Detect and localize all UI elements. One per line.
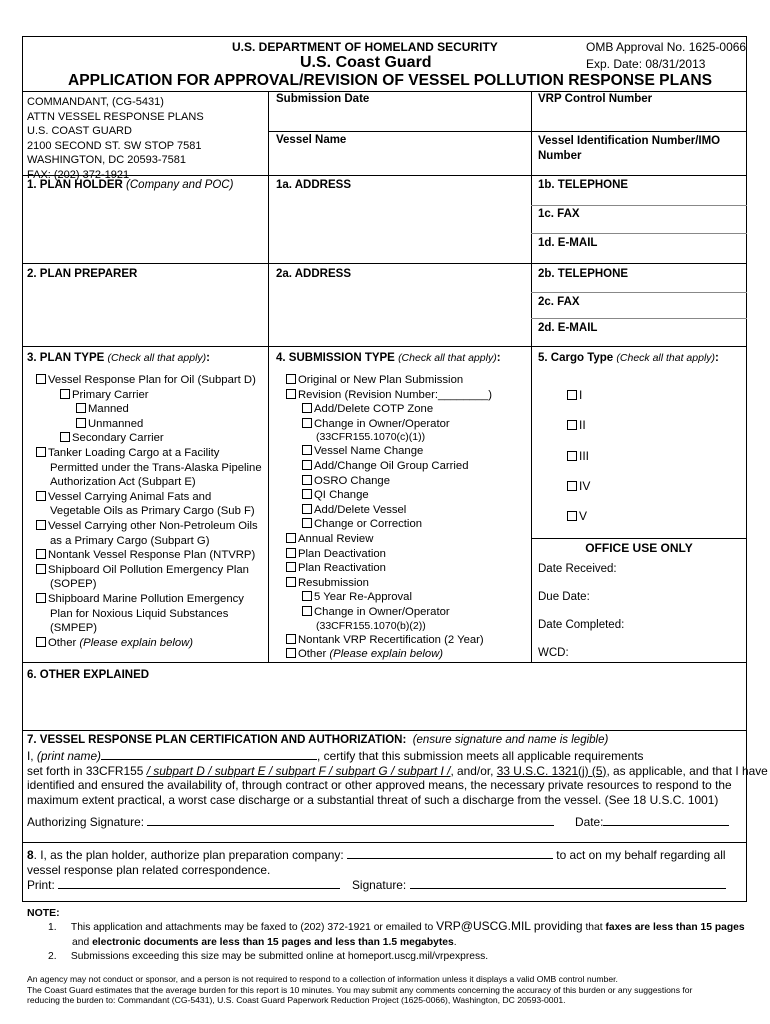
submission-option <box>286 417 492 432</box>
checkbox[interactable] <box>36 637 46 647</box>
other-explained-label: 6. OTHER EXPLAINED <box>27 669 150 681</box>
checkbox[interactable] <box>76 403 86 413</box>
plan-type-option <box>36 592 262 607</box>
preparer-address-label: 2a. ADDRESS <box>276 268 351 280</box>
note-text: Submissions exceeding this size may be submitted online at homeport.uscg.mil/vrpexpress. <box>70 951 489 963</box>
plan-type-option <box>36 373 262 388</box>
checkbox[interactable] <box>302 606 312 616</box>
note-email: VRP@USCG.MIL providing <box>436 919 583 933</box>
checkbox[interactable] <box>302 475 312 485</box>
checkbox[interactable] <box>302 418 312 428</box>
authorization-text-2: to act on my behalf regarding all <box>556 848 726 862</box>
checkbox[interactable] <box>302 591 312 601</box>
certification-line: identified and ensured the availability of, through contract or other approved means, the necessary private resources to respond to the <box>27 778 732 793</box>
checkbox[interactable] <box>567 511 577 521</box>
submission-date-field[interactable] <box>272 104 527 129</box>
option-label: Primary Carrier <box>72 388 149 401</box>
submission-option <box>286 474 492 489</box>
cargo-group-label: III <box>579 449 590 463</box>
option-label: Manned <box>88 403 129 416</box>
option-label: Secondary Carrier <box>72 432 164 445</box>
checkbox[interactable] <box>60 389 70 399</box>
vessel-id-label-line: Number <box>538 149 582 162</box>
submission-option <box>286 517 492 532</box>
plan-type-note: (Check all that apply) <box>107 352 207 364</box>
cargo-option-4 <box>567 479 590 493</box>
vrp-control-label: VRP Control Number <box>538 93 653 105</box>
checkbox[interactable] <box>302 445 312 455</box>
option-label-continued: (SOPEP) <box>50 578 97 591</box>
option-label-continued: (33CFR155.1070(c)(1)) <box>316 431 426 444</box>
cargo-type-heading <box>538 352 719 364</box>
cargo-group-label: I <box>579 388 583 402</box>
plan-type-title: 3. PLAN TYPE <box>27 352 105 364</box>
authorization-text-1: . I, as the plan holder, authorize plan preparation company: <box>33 848 344 862</box>
cargo-option-5 <box>567 509 587 523</box>
andor-text: , and/or, <box>450 763 494 778</box>
checkbox[interactable] <box>286 577 296 587</box>
submission-option <box>286 459 492 474</box>
submission-option <box>286 633 492 648</box>
cert-date-field[interactable] <box>603 815 729 826</box>
preparation-company-field[interactable] <box>347 848 553 859</box>
cargo-type-title: 5. Cargo Type <box>538 352 614 364</box>
submission-date-label: Submission Date <box>276 93 370 105</box>
plan-type-option <box>36 490 262 505</box>
set-forth-text: set forth in 33CFR155 <box>27 763 144 778</box>
cert-date-row <box>575 815 729 829</box>
plan-type-list <box>36 373 262 650</box>
plan-type-option <box>36 636 262 651</box>
office-use-title: OFFICE USE ONLY <box>585 541 693 555</box>
print-label: Print: <box>27 878 55 892</box>
address-line: WASHINGTON, DC 20593-7581 <box>27 154 186 167</box>
note-number: 2. <box>48 951 57 963</box>
submission-type-heading <box>276 352 501 364</box>
note-text: This application and attachments may be faxed to (202) 372-1921 or emailed to <box>70 922 434 933</box>
option-label: Other <box>298 648 327 661</box>
agency-name: U.S. Coast Guard <box>300 54 432 71</box>
preparer-fax-label: 2c. FAX <box>538 296 580 308</box>
note-bold: electronic documents are less than 15 pages and less than 1.5 megabytes <box>92 936 454 948</box>
authorizing-signature-label: Authorizing Signature: <box>27 815 144 829</box>
option-label: Add/Delete COTP Zone <box>314 403 434 416</box>
checkbox[interactable] <box>76 418 86 428</box>
plan-type-option <box>36 563 262 578</box>
certification-title: 7. VESSEL RESPONSE PLAN CERTIFICATION AND AUTHORIZATION: <box>27 734 407 746</box>
omb-approval: OMB Approval No. 1625-0066 <box>586 40 747 54</box>
option-label: Other <box>48 636 77 649</box>
cargo-group-label: IV <box>579 479 591 493</box>
option-label-continued: Plan for Noxious Liquid Substances <box>50 607 229 620</box>
certification-line <box>27 749 768 764</box>
footer-line: reducing the burden to: Commandant (CG-5431), U.S. Coast Guard Paperwork Reduction Project (1625-0066), Washington, DC 20593-0001. <box>27 995 566 1006</box>
option-label: Revision (Revision Number:________) <box>298 388 493 401</box>
option-label: Change in Owner/Operator <box>314 605 450 618</box>
checkbox[interactable] <box>286 562 296 572</box>
authorizing-signature-row <box>27 815 554 829</box>
checkbox[interactable] <box>36 491 46 501</box>
checkbox[interactable] <box>302 460 312 470</box>
checkbox[interactable] <box>36 593 46 603</box>
submission-type-colon: : <box>496 352 501 364</box>
option-label: Nontank Vessel Response Plan (NTVRP) <box>48 549 256 562</box>
certification-text <box>27 749 768 807</box>
option-label: Add/Delete Vessel <box>314 503 407 516</box>
option-label: Vessel Carrying Animal Fats and <box>48 490 212 503</box>
note-item <box>48 919 745 936</box>
checkbox[interactable] <box>567 451 577 461</box>
plan-type-option <box>36 417 262 432</box>
address-line: COMMANDANT, (CG-5431) <box>27 96 164 108</box>
note-text: and <box>72 936 90 948</box>
checkbox[interactable] <box>36 564 46 574</box>
cargo-group-label: V <box>579 509 588 523</box>
checkbox[interactable] <box>36 447 46 457</box>
option-label: Annual Review <box>298 532 374 545</box>
cargo-group-label: II <box>579 418 586 432</box>
authorizing-signature-field[interactable] <box>147 815 554 826</box>
vessel-id-label-line: Vessel Identification Number/IMO <box>538 135 721 147</box>
submission-option <box>286 503 492 518</box>
authorization-line: vessel response plan related correspondence. <box>27 862 271 877</box>
vessel-name-field[interactable] <box>272 148 527 173</box>
cargo-type-note: (Check all that apply) <box>616 352 716 364</box>
note-item <box>48 950 745 965</box>
option-label-continued: (SMPEP) <box>50 622 98 635</box>
option-note: (Please explain below) <box>79 636 194 649</box>
address-line: FAX: (202) 372-1921 <box>27 168 130 181</box>
option-label: Plan Deactivation <box>298 547 386 560</box>
submission-option <box>286 561 492 576</box>
checkbox[interactable] <box>286 389 296 399</box>
option-label: QI Change <box>314 489 369 502</box>
option-label: Vessel Response Plan for Oil (Subpart D) <box>48 374 256 386</box>
vessel-id-label <box>538 134 720 163</box>
option-label: Change or Correction <box>314 518 423 531</box>
option-label-continued: (33CFR155.1070(b)(2)) <box>316 619 426 632</box>
certification-line <box>27 764 768 779</box>
checkbox[interactable] <box>567 481 577 491</box>
checkbox[interactable] <box>286 374 296 384</box>
date-received-label: Date Received: <box>538 563 617 575</box>
holder-fax-label: 1c. FAX <box>538 208 580 220</box>
submission-option <box>286 647 492 662</box>
i-prefix: I, <box>27 749 37 763</box>
form-title: APPLICATION FOR APPROVAL/REVISION OF VESSEL POLLUTION RESPONSE PLANS <box>68 72 713 89</box>
section8-signature-label: Signature: <box>352 878 407 892</box>
option-label-continued: Authorization Act (Subpart E) <box>50 476 196 489</box>
checkbox[interactable] <box>567 390 577 400</box>
submission-type-note: (Check all that apply) <box>398 352 497 364</box>
other-explained-field[interactable] <box>26 684 742 726</box>
checkbox[interactable] <box>286 648 296 658</box>
submission-option <box>286 444 492 459</box>
option-label: Vessel Carrying other Non-Petroleum Oils <box>48 519 258 532</box>
option-label: Change in Owner/Operator <box>314 417 450 430</box>
checkbox[interactable] <box>286 548 296 558</box>
exp-date: Exp. Date: 08/31/2013 <box>586 57 706 71</box>
cargo-type-colon: : <box>715 352 719 364</box>
plan-holder-title: 1. PLAN HOLDER <box>27 179 123 191</box>
cargo-option-1 <box>567 388 582 402</box>
address-line: ATTN VESSEL RESPONSE PLANS <box>27 110 204 123</box>
plan-type-option <box>36 431 262 446</box>
submission-option <box>286 605 492 620</box>
checkbox[interactable] <box>302 403 312 413</box>
footer-line: An agency may not conduct or sponsor, and a person is not required to respond to a collection of information unless it displays a valid OMB control number. <box>27 974 618 984</box>
checkbox[interactable] <box>302 489 312 499</box>
option-label-continued: as a Primary Cargo (Subpart G) <box>50 534 210 547</box>
plan-type-option <box>36 519 262 534</box>
certification-heading <box>27 734 608 746</box>
option-note: (Please explain below) <box>329 648 444 661</box>
submission-option <box>286 402 492 417</box>
submission-option <box>286 547 492 562</box>
authorization-text <box>27 848 725 877</box>
address-line: U.S. COAST GUARD <box>27 125 132 138</box>
checkbox[interactable] <box>36 374 46 384</box>
option-label-continued: Vegetable Oils as Primary Cargo (Sub F) <box>50 505 255 518</box>
plan-type-heading <box>27 352 210 364</box>
submission-type-list <box>286 373 492 662</box>
vessel-name-label: Vessel Name <box>276 134 347 146</box>
wcd-label: WCD: <box>538 647 569 659</box>
cert-date-label: Date: <box>575 815 604 829</box>
note-bold: faxes are less than 15 pages <box>605 922 745 933</box>
option-label: Original or New Plan Submission <box>298 374 464 386</box>
preparer-email-label: 2d. E-MAIL <box>538 322 598 334</box>
option-label: Shipboard Marine Pollution Emergency <box>48 592 244 605</box>
authorization-line <box>27 848 725 863</box>
submission-option <box>286 576 492 591</box>
usc-reference: 33 U.S.C. 1321(j) (5) <box>496 763 607 778</box>
due-date-label: Due Date: <box>538 591 590 603</box>
address-line: 2100 SECOND ST. SW STOP 7581 <box>27 139 202 152</box>
plan-holder-label <box>27 179 233 191</box>
date-completed-label: Date Completed: <box>538 619 625 631</box>
option-label: Shipboard Oil Pollution Emergency Plan <box>48 563 249 576</box>
subparts-text: / subpart D / subpart E / subpart F / subpart G / subpart I / <box>146 763 451 778</box>
checkbox[interactable] <box>567 420 577 430</box>
note-text: . <box>453 936 457 948</box>
holder-email-label: 1d. E-MAIL <box>538 237 598 249</box>
plan-type-option <box>36 388 262 403</box>
section8-signature-row <box>352 878 726 892</box>
submission-option <box>286 488 492 503</box>
note-item-continued <box>48 936 745 951</box>
plan-type-option <box>36 446 262 461</box>
preparer-telephone-label: 2b. TELEPHONE <box>538 268 629 280</box>
cargo-option-3 <box>567 449 589 463</box>
holder-address-label: 1a. ADDRESS <box>276 179 351 191</box>
certification-line: maximum extent practical, a worst case discharge or a substantial threat of such a discharge from the vessel. (See 18 U.S.C. 1001) <box>27 792 719 807</box>
option-label: OSRO Change <box>314 474 390 487</box>
submission-option <box>286 373 492 388</box>
note-label: NOTE: <box>27 907 60 919</box>
plan-type-option <box>36 402 262 417</box>
submission-type-title: 4. SUBMISSION TYPE <box>276 352 395 364</box>
option-label: Add/Change Oil Group Carried <box>314 459 469 472</box>
plan-holder-note: (Company and POC) <box>126 179 234 191</box>
option-label: Unmanned <box>88 417 144 430</box>
section-8-number: 8 <box>27 848 34 862</box>
option-label: Resubmission <box>298 576 369 589</box>
print-name-label: (print name) <box>36 749 102 763</box>
holder-telephone-label: 1b. TELEPHONE <box>538 179 629 191</box>
checkbox[interactable] <box>302 518 312 528</box>
option-label: Tanker Loading Cargo at a Facility <box>48 446 220 459</box>
checkbox[interactable] <box>302 504 312 514</box>
as-applicable-text: , as applicable, and that I have <box>606 763 768 778</box>
footer-line: The Coast Guard estimates that the average burden for this report is 10 minutes. You may submit any comments concerning the accuracy of this burden or any suggestions for <box>27 984 693 995</box>
cargo-option-2 <box>567 418 586 432</box>
option-label: Nontank VRP Recertification (2 Year) <box>298 633 484 646</box>
department-name: U.S. DEPARTMENT OF HOMELAND SECURITY <box>232 40 498 54</box>
checkbox[interactable] <box>36 549 46 559</box>
paperwork-footer <box>27 974 692 1006</box>
print-field[interactable] <box>58 878 340 889</box>
checkbox[interactable] <box>36 520 46 530</box>
note-text: that <box>585 922 603 933</box>
submission-option <box>286 590 492 605</box>
print-row <box>27 878 340 892</box>
certify-text: , certify that this submission meets all applicable requirements <box>317 749 644 763</box>
option-label: Plan Reactivation <box>298 562 386 575</box>
option-label: Vessel Name Change <box>314 445 424 458</box>
option-label-continued: Permitted under the Trans-Alaska Pipeline <box>50 461 262 474</box>
checkbox[interactable] <box>286 533 296 543</box>
plan-type-colon: : <box>206 352 211 364</box>
vrp-control-field[interactable] <box>535 104 743 129</box>
plan-type-option <box>36 548 262 563</box>
section8-signature-field[interactable] <box>410 878 726 889</box>
certification-note: (ensure signature and name is legible) <box>412 734 609 746</box>
checkbox[interactable] <box>286 634 296 644</box>
submission-option <box>286 388 492 403</box>
option-label: 5 Year Re-Approval <box>314 591 412 604</box>
note-number: 1. <box>48 922 57 933</box>
submission-option <box>286 532 492 547</box>
note-list <box>48 919 745 965</box>
print-name-field[interactable] <box>101 749 317 760</box>
checkbox[interactable] <box>60 432 70 442</box>
mailing-address <box>27 95 204 183</box>
plan-preparer-label: 2. PLAN PREPARER <box>27 268 138 280</box>
